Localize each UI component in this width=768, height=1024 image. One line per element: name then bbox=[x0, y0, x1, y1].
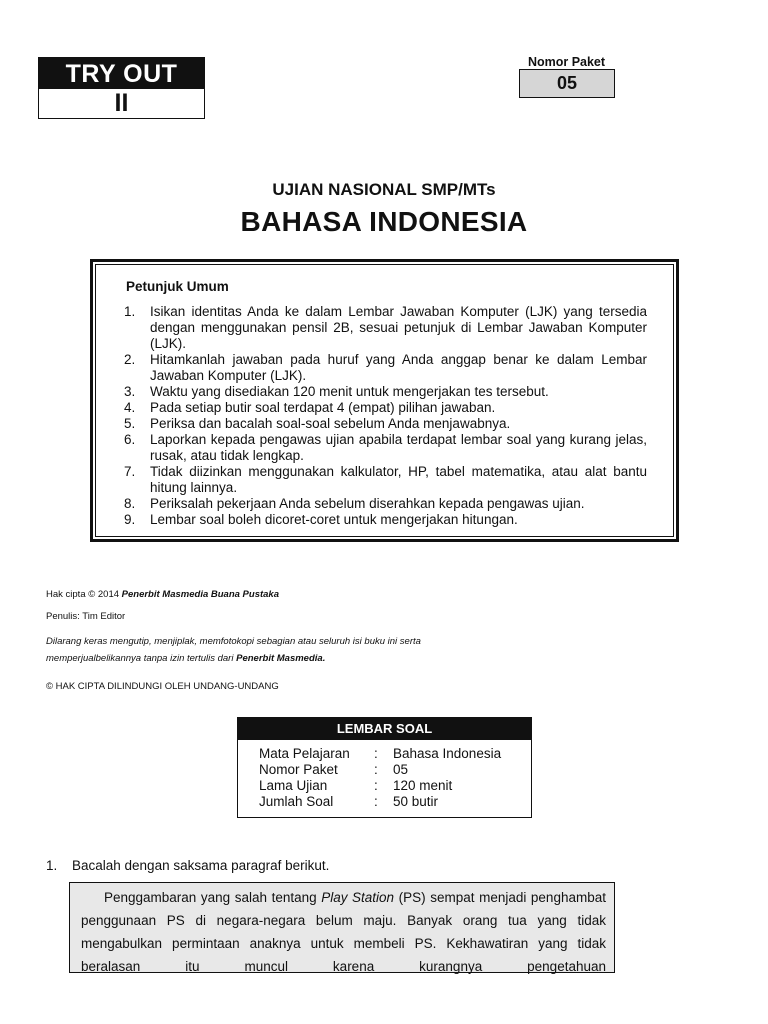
info-row bbox=[259, 746, 531, 762]
info-label: Jumlah Soal bbox=[259, 794, 334, 809]
instruction-number: 3. bbox=[124, 384, 136, 399]
instruction-item bbox=[118, 416, 647, 432]
instruction-text: Pada setiap butir soal terdapat 4 (empat) pilihan jawaban. bbox=[150, 400, 496, 415]
instruction-text: Hitamkanlah jawaban pada huruf yang Anda anggap benar ke dalam Lembar Jawaban Komputer (LJK). bbox=[150, 352, 647, 383]
instruction-item bbox=[118, 400, 647, 416]
tryout-title: TRY OUT bbox=[39, 58, 204, 89]
warning-line-1: Dilarang keras mengutip, menjiplak, memfotokopi sebagian atau seluruh isi buku ini serta bbox=[46, 636, 421, 647]
info-colon: : bbox=[374, 746, 378, 761]
info-value: 120 menit bbox=[393, 778, 453, 793]
warning-line-2 bbox=[46, 650, 546, 667]
exam-title: UJIAN NASIONAL SMP/MTs bbox=[272, 180, 496, 199]
instruction-item bbox=[118, 464, 647, 496]
instruction-text: Laporkan kepada pengawas ujian apabila terdapat lembar soal yang kurang jelas, rusak, atau tidak lengkap. bbox=[150, 432, 647, 463]
instruction-item bbox=[118, 384, 647, 400]
instruction-number: 4. bbox=[124, 400, 136, 415]
instruction-number: 6. bbox=[124, 432, 136, 447]
info-label: Nomor Paket bbox=[259, 762, 338, 777]
lembar-soal-box bbox=[237, 717, 532, 818]
copyright-protected: © HAK CIPTA DILINDUNGI OLEH UNDANG-UNDANG bbox=[46, 681, 279, 692]
instruction-number: 7. bbox=[124, 464, 136, 479]
instruction-item bbox=[118, 496, 647, 512]
copyright-prefix: Hak cipta © 2014 bbox=[46, 589, 122, 600]
info-value: 05 bbox=[393, 762, 409, 777]
instructions-heading: Petunjuk Umum bbox=[126, 279, 229, 294]
instruction-number: 1. bbox=[124, 304, 136, 319]
passage-before: Penggambaran yang salah tentang bbox=[104, 890, 322, 905]
instruction-number: 8. bbox=[124, 496, 136, 511]
info-label: Lama Ujian bbox=[259, 778, 328, 793]
instruction-number: 2. bbox=[124, 352, 136, 367]
instructions-list bbox=[118, 304, 647, 528]
question-text: Bacalah dengan saksama paragraf berikut. bbox=[72, 858, 330, 873]
copyright-warning bbox=[46, 633, 546, 667]
info-colon: : bbox=[374, 762, 378, 777]
info-row bbox=[259, 762, 531, 778]
warning-prefix: memperjualbelikannya tanpa izin tertulis dari bbox=[46, 653, 237, 664]
info-value: 50 butir bbox=[393, 794, 439, 809]
instruction-text: Periksalah pekerjaan Anda sebelum diserahkan kepada pengawas ujian. bbox=[150, 496, 585, 511]
question-number: 1. bbox=[46, 858, 58, 873]
tryout-badge bbox=[38, 57, 205, 119]
info-colon: : bbox=[374, 778, 378, 793]
question-prompt bbox=[46, 858, 329, 873]
tryout-number: II bbox=[114, 89, 129, 117]
instruction-item bbox=[118, 512, 647, 528]
warning-publisher: Penerbit Masmedia. bbox=[236, 653, 326, 664]
info-label: Mata Pelajaran bbox=[259, 746, 350, 761]
passage-italic: Play Station bbox=[321, 890, 395, 905]
instruction-text: Periksa dan bacalah soal-soal sebelum Anda menjawabnya. bbox=[150, 416, 511, 431]
info-value: Bahasa Indonesia bbox=[393, 746, 502, 761]
instruction-text: Isikan identitas Anda ke dalam Lembar Jawaban Komputer (LJK) yang tersedia dengan menggunakan pensil 2B, sesuai petunjuk di Lembar Jawaban Komputer (LJK). bbox=[150, 304, 647, 351]
copyright-line bbox=[46, 589, 279, 600]
author-line: Penulis: Tim Editor bbox=[46, 611, 126, 622]
instruction-item bbox=[118, 352, 647, 384]
instructions-box bbox=[90, 259, 679, 542]
package-number: 05 bbox=[519, 69, 615, 98]
instruction-item bbox=[118, 304, 647, 352]
info-row bbox=[259, 794, 531, 810]
instruction-item bbox=[118, 432, 647, 464]
publisher-name: Penerbit Masmedia Buana Pustaka bbox=[121, 589, 279, 600]
package-label: Nomor Paket bbox=[527, 55, 606, 69]
instruction-text: Tidak diizinkan menggunakan kalkulator, HP, tabel matematika, atau alat bantu hitung lainnya. bbox=[150, 464, 647, 495]
info-row bbox=[259, 778, 531, 794]
info-colon: : bbox=[374, 794, 378, 809]
passage-box bbox=[69, 882, 615, 973]
passage-text bbox=[81, 886, 606, 978]
instruction-text: Lembar soal boleh dicoret-coret untuk mengerjakan hitungan. bbox=[150, 512, 518, 527]
instruction-number: 5. bbox=[124, 416, 136, 431]
passage-after: (PS) sempat menjadi penghambat penggunaan PS di negara-negara belum maju. Banyak orang tua yang tidak mengabulkan permintaan anaknya untuk membeli PS. Kekhawatiran yang tidak beralasan itu muncul karena kurangnya pengetahuan bbox=[81, 890, 606, 974]
instruction-text: Waktu yang disediakan 120 menit untuk mengerjakan tes tersebut. bbox=[150, 384, 549, 399]
instruction-number: 9. bbox=[124, 512, 136, 527]
subject-title: BAHASA INDONESIA bbox=[240, 206, 528, 237]
lembar-soal-header: LEMBAR SOAL bbox=[238, 718, 531, 740]
